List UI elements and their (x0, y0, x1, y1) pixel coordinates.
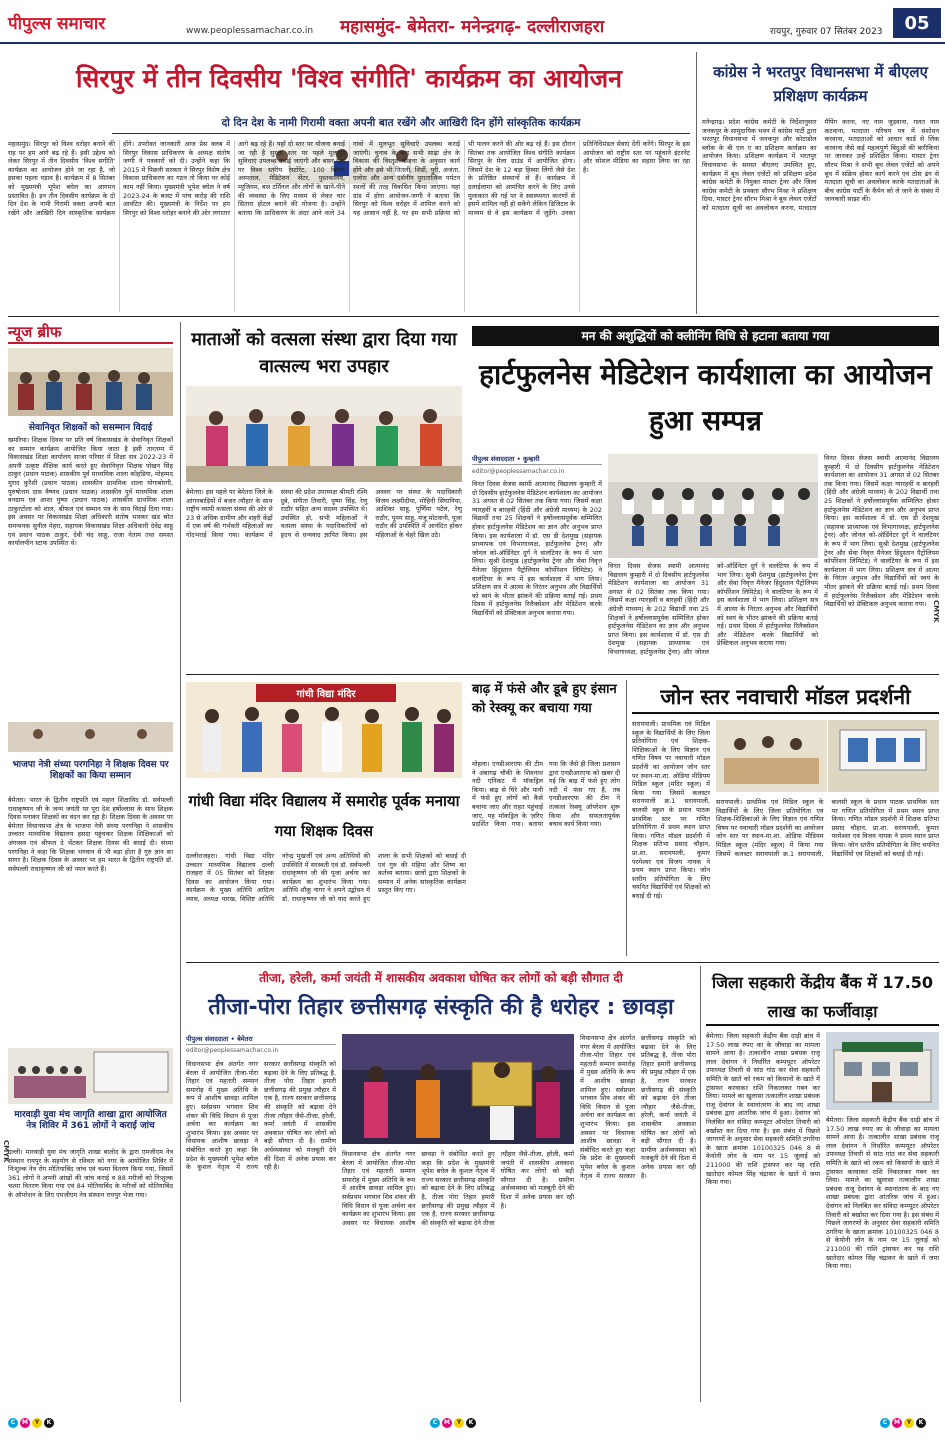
dateline: रायपुर, गुरुवार 07 सितंबर 2023 (770, 27, 883, 37)
teachers-farewell-photo (8, 348, 173, 416)
teeja-email[interactable]: editor@peoplessamachar.co.in (186, 1047, 279, 1054)
lead-body: महासमुंद। सिरपुर को विश्व धरोहर बनाने की राह पर हम आगे बढ़ रहे हैं। इसी उद्देश्य को लेकर सिरपुर में तीन दिवसीय 'विश्व संगीति' कार्यक्रम का आयोजन होने जा रहा है, जो इसका पहला पड़ाव है। कार्यक्रम में 8 सितंबर को मुख्यमंत्री भूपेश बघेल का आगमन प्रस्तावित है। इन तीन दिवसीय कार्यक्रम के दो दिन देश के नामी गिरामी वक्ता अपनी बात रखेंगे और आखिरी दिन सांस्कृतिक कार्यक्रम होंगे। उपरोक्त जानकारी आज प्रेस क्लब में सिरपुर विकास प्राधिकरण के अध्यक्ष संतोष जग्गी ने पत्रकारों को दी। उन्होंने कहा कि 2015 में पिछली सरकार ने सिरपुर विशेष क्षेत्र विकास प्राधिकरण का गठन तो किया पर कोई काम नहीं किया। मुख्यमंत्री भूपेश बघेल ने वर्ष 2023-24 के बजट में पांच करोड़ की राशि आवंटित की। मुख्यमंत्री के निर्देश पर हम सिरपुर को विश्व धरोहर बनाने की ओर लगातार आगे बढ़ रहे हैं। यहाँ दो स्तर पर योजना बनाई जा रही है सुरक्षा स्तर पर पहले मूलभूत सुविधाएं उपलब्ध कराई जाएंगी और बफ़र स्तर पर विश्व स्तरीय रेस्टोरेंट, 100 बिस्तर अस्पताल, मेडिटेशन सेंटर, पुस्तकालय, म्यूजियम, बस टर्मिनल और लोगों के खाने-पीने की व्यवस्था के लिए मध्यम से लेकर चार सितारा होटल बनाने की योजना है। उन्होंने बताया कि प्राधिकरण के अंदर आने वाले 34 गांवों में मूलभूत सुविधाएँ उपलब्ध कराई जाएंगी। चुनाव के बाद सभी साढ़ा क्षेत्र के विकास की विस्तृत योजना के अनुसार कार्य होंगे और इसे भी तितली, शिर्डी, पुरी, अजंता, एलोरा और अन्य दर्शनीय पुरातात्विक पर्यटन स्थलों की तरह विकसित किया जाएगा। यहां ग्रांड में होगा आयोजन-जग्गी ने बताया कि सिरपुर को विश्व धरोहर में शामिल करने को यह आसान नहीं है, पर हम सभी प्रक्रिया को भी पालन करने की ओर बढ़ रहे हैं। इस दौरान सितंबर तक आयोजित विश्व संगीति कार्यक्रम सिरपुर के मेला ग्राउंड में आयोजित होगा। जिसमें देश के 12 बड़ा हिस्सा लिंगों जैसे देश के प्रतिष्ठित संस्थानों से हैं। कार्यक्रम में दलाईलामा को आमंत्रित करने के लिए उनसे मुलाकात की गई पर वे स्वास्थ्यगत कारणों से इसमें शामिल नहीं हो सकेंगे लेकिन डिजिटल के माध्यम से वे इस कार्यक्रम में जुड़ेंगे। उनका प्रतिनिधिमंडल सेवाएं देंगी करेंगे। सिरपुर के इस आयोजन को राष्ट्रीय स्तर पर पहुंचाने इंटरनेट और सोशल मीडिया का सहारा लिया जा रहा है। (8, 140, 690, 217)
flood-headline: बाढ़ में फंसे और डूबे हुए इंसान को रेस्क्यू कर बचाया गया (472, 682, 617, 716)
city-editions: महासमुंद- बेमेतरा- मनेन्द्रगढ़- दल्लीराजहरा (340, 17, 605, 37)
registration-marks-left: C M Y K (8, 1418, 54, 1428)
teeja-body-col2: विधानसभा क्षेत्र अंतर्गत नगर बेरला में आयोजित तीजा-पोरा तिहार एवं महतारी सम्मान समारोह में मुख्य अतिथि के रूप में आशीष छावड़ा शामिल हुए। सर्वप्रथम भगवान शिव शंकर की विधि विधान से पूजा अर्चना कर कार्यक्रम का शुभारंभ किया। इस अवसर पर विधायक आशीष छावड़ा ने संबोधित करते हुए कहा कि प्रदेश के मुख्यमंत्री भूपेश बघेल के कुशल नेतृत्व में राज्य सरकार छत्तीसगढ़ संस्कृति को बढ़ावा देने के लिए प्रतिबद्ध है, तीजा पोरा तिहार हमारी छत्तीसगढ़ की प्रमुख त्यौहार में एक है, राज्य सरकार छत्तीसगढ़ की संस्कृति को बढ़ावा देने तीजा त्यौहार जैसे-तीजा, हरेली, कर्मा जयंती में शासकीय अवकाश घोषित कर लोगों को बड़ी सौगात दी है। ग्रामीण अर्थव्यवस्था को मजबूती देने की दिशा में अनेक प्रयास कर रही है। (342, 1150, 574, 1227)
brief3-headline: मारवाड़ी युवा मंच जागृति शाखा द्वारा आयोजित नेत्र शिविर में 361 लोगों ने कराई जांच (14, 1110, 167, 1131)
teeja-body-col1: विधानसभा क्षेत्र अंतर्गत नगर बेरला में आयोजित तीजा-पोरा तिहार एवं महतारी सम्मान समारोह में मुख्य अतिथि के रूप में आशीष छावड़ा शामिल हुए। सर्वप्रथम भगवान शिव शंकर की विधि विधान से पूजा अर्चना कर कार्यक्रम का शुभारंभ किया। इस अवसर पर विधायक आशीष छावड़ा ने संबोधित करते हुए कहा कि प्रदेश के मुख्यमंत्री भूपेश बघेल के कुशल नेतृत्व में राज्य सरकार छत्तीसगढ़ संस्कृति को बढ़ावा देने के लिए प्रतिबद्ध है, तीजा पोरा तिहार हमारी छत्तीसगढ़ की प्रमुख त्यौहार में एक है, राज्य सरकार छत्तीसगढ़ की संस्कृति को बढ़ावा देने तीजा त्यौहार जैसे-तीजा, हरेली, कर्मा जयंती में शासकीय अवकाश घोषित कर लोगों को बड़ी सौगात दी है। ग्रामीण अर्थव्यवस्था को मजबूती देने की दिशा में अनेक प्रयास कर रही है। (186, 1060, 336, 1172)
bank-body-col2: बेमेतरा। जिला सहकारी केंद्रीय बैंक दाढ़ी ब्रांच में 17.50 लाख रुपए का के जीवाड़ा का मामला सामने आया है। तत्कालीन शाखा प्रबंधक राजू लाल देवांगन ने निर्धारित कम्पयूटर ऑपरेटर उपाध्यक्ष तिवारी से सांठ गांठ कर सेवा सहकारी समिति के खाते को रकम को किसानों के खाते में ट्रांसफर करवाकर राशि निकालकर गबन कर लिया। मामले का खुलासा तत्कालीन शाखा प्रबंधक राजू देवांगन के स्थानांतरण के बाद नए शाखा प्रबंधक द्वारा आंतरिक जांच में हुआ। देवांगन को निलंबित कर संविदा कम्प्यूटर ऑपरेटर तिवारी को बर्खास्त कर दिया गया है। इस संबंध में पिछले जागरणों के अनुसार सेवा सहकारी समिति ठगरिया के खाता क्रमांक 10100325 046 8 से केयोनी लोन के नाम पर 15 जुलाई को 211000 की राशि ट्रांसफर कर यह राशि खातेदार कोमल सिंह चंद्राकर के खाते में जमा किया गया। (826, 1116, 939, 1271)
page-number: 05 (893, 8, 941, 38)
brief1-body: खमरिया। शिक्षक दिवस पर प्रति वर्ष विकासखंड के सेवानिवृत शिक्षकों का सम्मान कार्यक्रम आयोजित किया जाता है इसी तारतम्य में विकासखंड शिक्षा कार्यालय साजा परिसर में शिक्षा सत्र 2022-23 में अपनी उत्कृष्ट शैक्षिक कार्य करते हुए सेवानिवृत्त शिक्षक पोखन सिंह ठाकुर (प्रधान पाठक) शासकीय पूर्व माध्यमिक शाला कोहडिया, मोहम्मद मुराद कुरैशी (प्रधान पाठक) शासकीय प्राथमिक शाला योगाबोरगी, पुरुषोत्तम दास वैष्णव (प्रधान पाठक) शासकीय पूर्व माध्यमिक शाला वनग्राम एवं आशा पुष्पा (प्रधान पाठक) शासकीय प्राथमिक शाला ठाकुरटोला को शाल, श्रीफल एवं सम्मान पत्र के साथ विदाई दिया गया। इस अवसर पर विकासखंड शिक्षा अधिकारी संतोष भास्कर खंड स्रोत समन्वयक सुनील मेहरा, सहायक विकासखंड शिक्षा अधिकारी देवेंद्र साहू एवं प्रधान पाठक ठाकुर, देवी चंद साहू, राजा नेताम तथा समस्त कार्यालयीन स्टाफ उपस्थित थे। (8, 436, 173, 548)
brief1-headline: सेवानिवृत शिक्षकों को ससम्मान विदाई (28, 423, 153, 433)
flood-body: मोहला। एनडीआरएफ की टीम ने अंबागढ़ चौकी के शिवनाथ नदी एनिकट में मॉकड्रिल किया। बाढ़ से घिरे और पानी में फंसे हुए लोगों को कैसे बचाया जाए और राहत पहुंचाई जाए, यह मॉकड्रिल के ज़रिए प्रदर्शित किया गया। बताया गया कि जैसे ही जिला प्रशासन द्वारा एनडीआरएफ को खबर दी गई कि बाढ़ में फंसे हुए लोग नदी में फंस गए हैं, तब एनडीआरएफ की टीम ने तत्काल रेस्क्यू ऑपरेशन शुरू किया और सफलतापूर्वक बचाव कार्य किया गया। (472, 760, 620, 829)
teeja-headline: तीजा-पोरा तिहार छत्तीसगढ़ संस्कृति की है धरोहर : छावड़ा (208, 995, 674, 1020)
zone-body-col1: सरायपाली। प्राथमिक एवं मिडिल स्कूल के विद्यार्थियों के लिए जिला प्रतियोगिता एवं शिक्षक-शिक्षिकाओं के लिए विज्ञान एवं गणित विषय पर नवाचारी मॉडल प्रदर्शनी का आयोजन जोन स्तर पर स्थान-मा.शा. ओडिया मीडियम मिडिल स्कूल (मंदिर स्कूल) में किया गया जिसमें कलस्टर सरायपाली क्र.1 सरायपाली, बालसी स्कूल के प्रधान पाठक प्राथमिक स्तर पर गणित प्रतियोगिता में प्रथम स्थान प्राप्त किया। गणित मॉडल प्रदर्शनी में शिक्षक प्रतिभा प्रसाद चौहान, प्रा.शा. सरायपाली, कुमार परमेश्वर एवं विजय नायक ने प्रथम स्थान प्राप्त किया। जोन स्तरीय प्रतियोगिता के लिए चयनित विद्यार्थियों एवं शिक्षकों को बधाई दी गई। (632, 720, 710, 900)
heartfulness-body-col1: विनत दिवस सेजस स्वामी आत्मानंद विद्यालय कुम्हारी में दो दिवसीय हार्टफुलनेस मेडिटेशन कार्यशाला का आयोजन 31 अगस्त से 02 सितंबर तक किया गया। जिसमें कक्षा ग्यारहवीं व बारहवीं (हिंदी और अंग्रेजी माध्यम) के 202 विद्यार्थी तथा 25 शिक्षकों ने हर्षोल्लासपूर्वक सम्मिलित होकर हार्टफुलनेस मेडिटेशन का ज्ञान और अनुभव प्राप्त किया। इस कार्यशाला में डॉ. एस डी देशमुख (सहायक प्राध्यापक एवं विभागाध्यक्ष, हार्टफुलनेस ट्रेनर) और जोनल को-ऑर्डिनेटर दुर्ग ने वालंटियर के रूप में भाग लिया। सुश्री देशमुख (हार्टफुलनेस ट्रेनर और सेवा निवृत्त मैनेजर हिंदुस्तान पैट्रोलियम कॉर्पोरेशन लिमिटेड) ने वालंटियर के रूप में इस कार्यशाला में भाग लिया। प्रशिक्षण सत्र में आत्मा के निरंतर अनुभव और विद्यार्थियों को स्वयं के भीतर झांकने की प्रक्रिया बताई गई। प्रथम दिवस में हार्टफुलनेस रिलैक्सेशन और मेडिटेशन करके विद्यार्थियों को प्रेक्टिकल अनुभव कराया गया। (472, 480, 602, 617)
gandhi-school-photo (186, 682, 462, 778)
cmyk-label-right: CMYK (932, 600, 940, 623)
zone-body-col2: सरायपाली। प्राथमिक एवं मिडिल स्कूल के विद्यार्थियों के लिए जिला प्रतियोगिता एवं शिक्षक-शिक्षिकाओं के लिए विज्ञान एवं गणित विषय पर नवाचारी मॉडल प्रदर्शनी का आयोजन जोन स्तर पर स्थान-मा.शा. ओडिया मीडियम मिडिल स्कूल (मंदिर स्कूल) में किया गया जिसमें कलस्टर सरायपाली क्र.1 सरायपाली, बालसी स्कूल के प्रधान पाठक प्राथमिक स्तर पर गणित प्रतियोगिता में प्रथम स्थान प्राप्त किया। गणित मॉडल प्रदर्शनी में शिक्षक प्रतिभा प्रसाद चौहान, प्रा.शा. सरायपाली, कुमार परमेश्वर एवं विजय नायक ने प्रथम स्थान प्राप्त किया। जोन स्तरीय प्रतियोगिता के लिए चयनित विद्यार्थियों एवं शिक्षकों को बधाई दी गई। (716, 798, 939, 858)
heartfulness-email[interactable]: editor@peoplessamachar.co.in (472, 468, 565, 475)
bank-headline: जिला सहकारी केंद्रीय बैंक में 17.50 लाख का फर्जीवाड़ा (706, 968, 939, 1026)
news-brief-tag: न्यूज ब्रीफ (8, 322, 173, 344)
heartfulness-kicker: मन की अशुद्धियों को क्लीनिंग विधि से हटाना बताया गया (472, 326, 939, 346)
felicitation-photo (8, 722, 173, 752)
vatsalya-body: बेमेतरा। इस पहले पर बेमेतरा जिले के आंगनबाड़ियों में बजन त्यौहार के साथ राष्ट्रीय व्यापी वत्सला संस्था की ओर से 23 से अधिक ग्रामीण और शहरी केंद्रों में एक वर्ष की गर्भवती महिलाओं का गोदभराई किया गया। कार्यक्रम में संस्था की प्रदेश उपाध्यक्ष श्रीमती रश्मि दुबे, संगीता तिवारी, पुष्पा सिंह, रेणु राठौर सहित अन्य सदस्य उपस्थित थे। उपस्थित हो, सभी महिलाओं ने वत्सला संस्था के पदाधिकारियों को हृदय से धन्यवाद ज्ञापित किया। इस अवसर पर संस्था के पदाधिकारी विजय लक्ष्मीदीया, मोहिनी सिंघानिया, आशिका साहू, पूर्णिमा पटेल, रेणु राठौर, पूनम साहू, मंजू मोटवानी, पूजा राठौर की उपस्थिति में आनंदित होकर महिलाओं के चेहरे खिल उठे। (186, 488, 462, 539)
heartfulness-headline: हार्टफुलनेस मेडिटेशन कार्यशाला का आयोजन हुआ सम्पन्न (479, 358, 932, 437)
model-exhibition-photo (716, 720, 939, 792)
bank-building-photo (826, 1032, 939, 1110)
website-url[interactable]: www.peoplessamachar.co.in (186, 26, 314, 36)
heartfulness-body-col3: विनत दिवस सेजस स्वामी आत्मानंद विद्यालय कुम्हारी में दो दिवसीय हार्टफुलनेस मेडिटेशन कार्यशाला का आयोजन 31 अगस्त से 02 सितंबर तक किया गया। जिसमें कक्षा ग्यारहवीं व बारहवीं (हिंदी और अंग्रेजी माध्यम) के 202 विद्यार्थी तथा 25 शिक्षकों ने हर्षोल्लासपूर्वक सम्मिलित होकर हार्टफुलनेस मेडिटेशन का ज्ञान और अनुभव प्राप्त किया। इस कार्यशाला में डॉ. एस डी देशमुख (सहायक प्राध्यापक एवं विभागाध्यक्ष, हार्टफुलनेस ट्रेनर) और जोनल को-ऑर्डिनेटर दुर्ग ने वालंटियर के रूप में भाग लिया। सुश्री देशमुख (हार्टफुलनेस ट्रेनर और सेवा निवृत्त मैनेजर हिंदुस्तान पैट्रोलियम कॉर्पोरेशन लिमिटेड) ने वालंटियर के रूप में इस कार्यशाला में भाग लिया। प्रशिक्षण सत्र में आत्मा के निरंतर अनुभव और विद्यार्थियों को स्वयं के भीतर झांकने की प्रक्रिया बताई गई। प्रथम दिवस में हार्टफुलनेस रिलैक्सेशन और मेडिटेशन करके विद्यार्थियों को प्रेक्टिकल अनुभव कराया गया। (824, 454, 939, 609)
congress-body: मनेन्द्रगढ़। प्रदेश कांग्रेस कमेटी के निर्देशानुसार जनकपुर के सामुदायिक भवन में कांग्रेस पार्टी द्वारा भरतपुर विधानसभा में जनकपुर और कोटाडोल ब्लॉक के बी एल ए का प्रशिक्षण कार्यक्रम का आयोजन किया। प्रशिक्षण कार्यक्रम में भरतपुर विधानसभा के समस्त बीएलए उपस्थित हुए, कार्यक्रम में बूथ लेवल एजेंटों को प्रशिक्षण प्रदेश कांग्रेस कमेटी के नियुक्त मास्टर ट्रेनर और जिला कांग्रेस कमेटी के प्रवक्ता सौरभ मिश्रा ने प्रशिक्षण दिया, मास्टर ट्रेनर सौरभ मिश्रा ने बूथ लेवल एजेंटों को मतदाता सूची का अवलोकन करना, मतदाता मैपिंग करना, नए नाम जुड़वाना, गलत नाम कटवाना, मतदाता परिचय पत्र में संशोधन करवाना, मतदाताओं को आधार कार्ड से लिंक करवाना जैसे कई महत्वपूर्ण बिंदुओं की बारीकियां पर जानकर उन्हें प्रशिक्षित किया। मास्टर ट्रेनर सौरभ मिश्रा ने सभी बूथ लेवल एजेंटों को अपने बूथ में सक्रिय होकर कार्य करने एवं ठोस ढंग से मतदाता सूची का अवलोकन करके मतदाताओं के बीच कांग्रेस पार्टी के कैंपेन को ले जाने के संबंध में जानकारी साझा की। (702, 118, 939, 212)
cmyk-label-left: CMYK (2, 1140, 10, 1163)
teeja-body-col3: विधानसभा क्षेत्र अंतर्गत नगर बेरला में आयोजित तीजा-पोरा तिहार एवं महतारी सम्मान समारोह में मुख्य अतिथि के रूप में आशीष छावड़ा शामिल हुए। सर्वप्रथम भगवान शिव शंकर की विधि विधान से पूजा अर्चना कर कार्यक्रम का शुभारंभ किया। इस अवसर पर विधायक आशीष छावड़ा ने संबोधित करते हुए कहा कि प्रदेश के मुख्यमंत्री भूपेश बघेल के कुशल नेतृत्व में राज्य सरकार छत्तीसगढ़ संस्कृति को बढ़ावा देने के लिए प्रतिबद्ध है, तीजा पोरा तिहार हमारी छत्तीसगढ़ की प्रमुख त्यौहार में एक है, राज्य सरकार छत्तीसगढ़ की संस्कृति को बढ़ावा देने तीजा त्यौहार जैसे-तीजा, हरेली, कर्मा जयंती में शासकीय अवकाश घोषित कर लोगों को बड़ी सौगात दी है। ग्रामीण अर्थव्यवस्था को मजबूती देने की दिशा में अनेक प्रयास कर रही है। (580, 1034, 696, 1180)
meditation-class-photo (608, 454, 818, 558)
lead-deck: दो दिन देश के नामी गिरामी वक्ता अपनी बात रखेंगे और आखिरी दिन होंगे सांस्कृतिक कार्यक्रम (112, 116, 690, 134)
brief2-headline: भाजपा नेत्री संध्या परगनिहा ने शिक्षक दिवस पर शिक्षकों का किया सम्मान (12, 760, 169, 781)
heartfulness-body-col2: विनत दिवस सेजस स्वामी आत्मानंद विद्यालय कुम्हारी में दो दिवसीय हार्टफुलनेस मेडिटेशन कार्यशाला का आयोजन 31 अगस्त से 02 सितंबर तक किया गया। जिसमें कक्षा ग्यारहवीं व बारहवीं (हिंदी और अंग्रेजी माध्यम) के 202 विद्यार्थी तथा 25 शिक्षकों ने हर्षोल्लासपूर्वक सम्मिलित होकर हार्टफुलनेस मेडिटेशन का ज्ञान और अनुभव प्राप्त किया। इस कार्यशाला में डॉ. एस डी देशमुख (सहायक प्राध्यापक एवं विभागाध्यक्ष, हार्टफुलनेस ट्रेनर) और जोनल को-ऑर्डिनेटर दुर्ग ने वालंटियर के रूप में भाग लिया। सुश्री देशमुख (हार्टफुलनेस ट्रेनर और सेवा निवृत्त मैनेजर हिंदुस्तान पैट्रोलियम कॉर्पोरेशन लिमिटेड) ने वालंटियर के रूप में इस कार्यशाला में भाग लिया। प्रशिक्षण सत्र में आत्मा के निरंतर अनुभव और विद्यार्थियों को स्वयं के भीतर झांकने की प्रक्रिया बताई गई। प्रथम दिवस में हार्टफुलनेस रिलैक्सेशन और मेडिटेशन करके विद्यार्थियों को प्रेक्टिकल अनुभव कराया गया। (608, 562, 818, 656)
teeja-kicker: तीजा, हरेली, कर्मा जयंती में शासकीय अवकाश घोषित कर लोगों को बड़ी सौगात दी (259, 971, 623, 985)
lead-headline: सिरपुर में तीन दिवसीय 'विश्व संगीति' कार्यक्रम का आयोजन (75, 64, 623, 93)
registration-marks-center: C M Y K (430, 1418, 476, 1428)
brief3-body: दल्ली। मारवाड़ी युवा मंच जागृति शाखा बालोद के द्वारा एमजीएम नेत्र संस्थान रायपुर के सहयोग से रविवार को नगर के आयोजित शिविर में निःशुल्क नेत्र रोग मोतियाबिंद जांच एवं चश्मा वितरण किया गया, जिसमें 361 लोगों ने अपनी आंखों की जांच कराई व 88 मरीजों को निःशुल्क चश्मा वितरण किया गया एवं 84 मोतियाबिंद के मरीजों को मोतियाबिंद के ऑपरेशन के लिए एमजीएम नेत्र संस्थान रायपुर भेजा गया। (8, 1148, 173, 1199)
gandhi-body: दल्लीराजहरा। गांधी विद्या मंदिर उच्चतर माध्यमिक विद्यालय दल्ली राजहरा में 05 सितंबर को शिक्षक दिवस का आयोजन किया गया। कार्यक्रम के मुख्य अतिथि आदित्य व्यास, अध्यक्ष पारख, विशिष्ट अतिथि नरेन्द्र मुखर्जी एवं अन्य अतिथियों की उपस्थिति में सरस्वती एवं डॉ. सर्वपल्ली राधाकृष्णन जी की पूजा अर्चना कर कार्यक्रम का शुभारंभ किया गया। अतिथि शौकू नागर ने अपने उद्बोधन में डॉ. राधाकृष्णन जी को याद करते हुए शाला के सभी शिक्षकों को बधाई दी एवं गुरु की महिमा और शिष्य का कर्तव्य बताया। छात्रों द्वारा शिक्षकों के सम्मान में अनेक सांस्कृतिक कार्यक्रम प्रस्तुत किए गए। (186, 852, 466, 903)
masthead (0, 0, 945, 44)
eye-camp-photo (8, 1048, 173, 1104)
vatsalya-headline: माताओं को वत्सला संस्था द्वारा दिया गया वात्सल्य भरा उपहार (191, 329, 457, 377)
congress-headline: कांग्रेस ने भरतपुर विधानसभा में बीएलए प्रशिक्षण कार्यक्रम (713, 63, 928, 105)
bank-body-col1: बेमेतरा। जिला सहकारी केंद्रीय बैंक दाढ़ी ब्रांच में 17.50 लाख रुपए का के जीवाड़ा का मामला सामने आया है। तत्कालीन शाखा प्रबंधक राजू लाल देवांगन ने निर्धारित कम्पयूटर ऑपरेटर उपाध्यक्ष तिवारी से सांठ गांठ कर सेवा सहकारी समिति के खाते को रकम को किसानों के खाते में ट्रांसफर करवाकर राशि निकालकर गबन कर लिया। मामले का खुलासा तत्कालीन शाखा प्रबंधक राजू देवांगन के स्थानांतरण के बाद नए शाखा प्रबंधक द्वारा आंतरिक जांच में हुआ। देवांगन को निलंबित कर संविदा कम्प्यूटर ऑपरेटर तिवारी को बर्खास्त कर दिया गया है। इस संबंध में पिछले जागरणों के अनुसार सेवा सहकारी समिति ठगरिया के खाता क्रमांक 10100325 046 8 से केयोनी लोन के नाम पर 15 जुलाई को 211000 की राशि ट्रांसफर कर यह राशि खातेदार कोमल सिंह चंद्राकर के खाते में जमा किया गया। (706, 1032, 820, 1187)
brief2-body: बेमेतरा। भारत के द्वितीय राष्ट्रपति एवं महान शिक्षाविद डॉ. सर्वपल्ली राधाकृष्णन जी के जन्म जयंती पर पूरा देश हर्षोल्लास के साथ शिक्षक दिवस मनाकर शिक्षकों का वंदन कर रहा है। शिक्षक दिवस के अवसर पर बेमेतरा विधानसभा क्षेत्र के भाजपा नेत्री संध्या परगनिहा ने शासकीय उच्चतर माध्यमिक विद्यालय हसदा पहुंचकर शिक्षक शिक्षिकाओं को अंगवस्त्र एवं श्रीफल दे भेंटकर शिक्षक दिवस की बधाई दी। संध्या परगनिहा ने कहा कि शिक्षक भगवान से भी बड़ा होता है गुरु ज्ञान का सागर है। शिक्षक दिवस के अवसर पर हम भारत के द्वितीय राष्ट्रपति डॉ. सर्वपल्ली राधाकृष्णन जी को नमन करते हैं। (8, 796, 173, 873)
gandhi-headline: गांधी विद्या मंदिर विद्यालय में समारोह पूर्वक मनाया गया शिक्षक दिवस (188, 792, 460, 840)
zone-headline: जोन स्तर नवाचारी मॉडल प्रदर्शनी (632, 680, 939, 714)
gandhi-photo-banner: गांधी विद्या मंदिर (296, 689, 356, 700)
teeja-event-photo (342, 1034, 574, 1144)
teeja-byline: पीपुल्स संवाददाता • बेमेतरा (186, 1034, 336, 1045)
vatsalya-photo (186, 386, 462, 482)
heartfulness-byline: पीपुल्स संवाददाता • कुम्हारी (472, 454, 602, 465)
brand-name: पीपुल्स समाचार (8, 13, 106, 34)
registration-marks-right: C M Y K (880, 1418, 926, 1428)
brand-logo (8, 6, 178, 38)
